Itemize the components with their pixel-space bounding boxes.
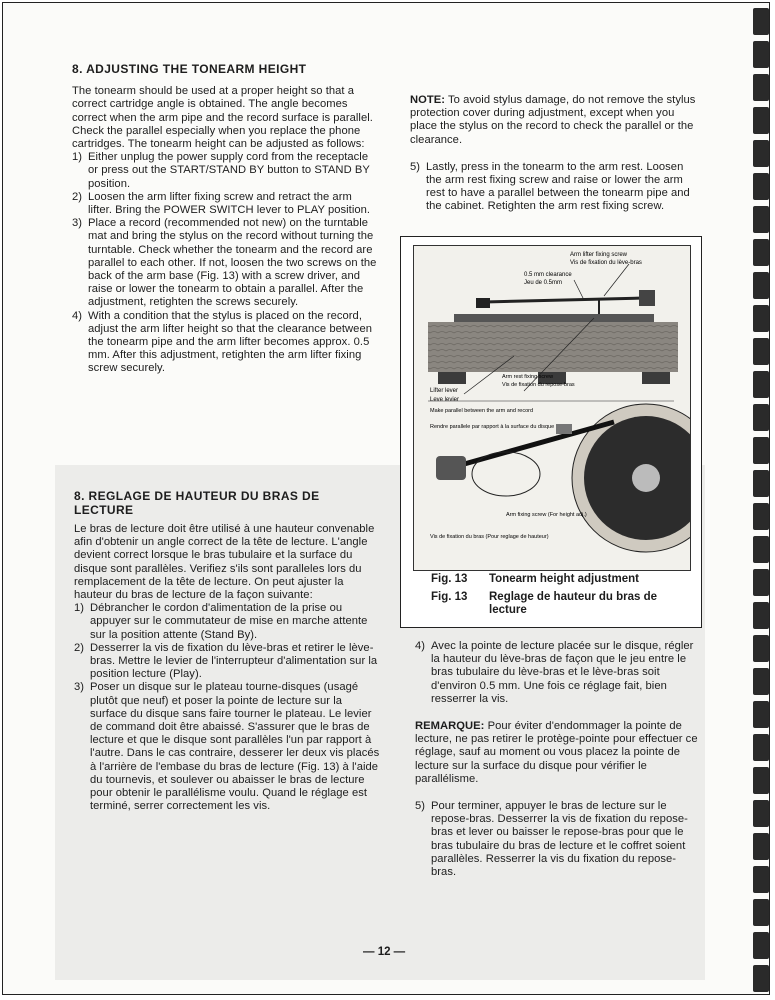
english-step-1 bbox=[72, 151, 378, 191]
french-step-4-list bbox=[415, 640, 699, 706]
french-intro: Le bras de lecture doit être utilisé à une hauteur convenable afin d'obtenir un angle correct de la tête de lecture. L'angle devient correct lorsque le bras tubulaire et la surface du disque sont parallèles. Verifiez s'ils sont paralleles lors du remplacement de la tête de lecture. On peut ajuster la hauteur du bras de lecture de la façon suivante: bbox=[74, 523, 375, 602]
step-number: 2) bbox=[74, 641, 85, 654]
binding-ring bbox=[753, 866, 769, 893]
arm-screw-label-fr: Vis de fixation du bras (Pour reglage de hauteur) bbox=[430, 534, 549, 540]
binding-ring bbox=[753, 602, 769, 629]
binding-ring bbox=[753, 932, 769, 959]
french-step-3 bbox=[74, 681, 382, 813]
step-number: 5) bbox=[415, 800, 426, 813]
french-right-column bbox=[415, 640, 699, 879]
french-step-2 bbox=[74, 642, 382, 682]
arm-screw-label: Arm fixing screw (For height adj.) bbox=[506, 512, 587, 518]
arm-rest-screw-label: Arm rest fixing screw bbox=[502, 374, 554, 380]
binding-ring bbox=[753, 668, 769, 695]
caption-label: Fig. 13 bbox=[431, 591, 468, 603]
binding-ring bbox=[753, 734, 769, 761]
arm-rest-screw-label-fr: Vis de fixation du repose-bras bbox=[502, 382, 575, 388]
caption-label: Fig. 13 bbox=[431, 573, 468, 585]
make-parallel-label-fr: Rendre parallele par rapport à la surface du disque bbox=[430, 424, 555, 430]
step-text: Desserrer la vis de fixation du lève-bras et retirer le lève-bras. Mettre le levier de l'interrupteur d'alimentation sur la position lecture (Play). bbox=[90, 641, 378, 681]
english-intro: The tonearm should be used at a proper height so that a correct cartridge angle is obtained. The angle becomes correct when the arm pipe and the record surface is parallel. Check the parallel especially when you replace the phone cartridges. The tonearm height can be adjusted as follows: bbox=[72, 85, 373, 151]
step-number: 3) bbox=[74, 681, 85, 694]
binding-ring bbox=[753, 74, 769, 101]
step-text: Either unplug the power supply cord from the receptacle or press out the START/STAND BY button to STAND BY position. bbox=[88, 151, 370, 190]
arm-lifter-top-view bbox=[556, 424, 572, 434]
remark-text: Pour éviter d'endommager la pointe de lecture, ne pas retirer le protège-pointe pour effectuer ce réglage, sauf au moment ou vous placez la pointe de lecture sur la surface du disque pour vérifier le parallélisme. bbox=[415, 720, 698, 785]
binding-ring bbox=[753, 899, 769, 926]
step-text: Loosen the arm lifter fixing screw and retract the arm lifter. Bring the POWER SWITCH lever to PLAY position. bbox=[88, 190, 371, 217]
binding-ring bbox=[753, 503, 769, 530]
binding-ring bbox=[753, 338, 769, 365]
binding-ring bbox=[753, 140, 769, 167]
make-parallel-label: Make parallel between the arm and record bbox=[430, 408, 534, 414]
binding-ring bbox=[753, 371, 769, 398]
step-text: Lastly, press in the tonearm to the arm rest. Loosen the arm rest fixing screw and raise or lower the arm rest to have a parallel between the tonearm pipe and the cabinet. Retighten the arm rest fixing screw. bbox=[426, 160, 690, 213]
step-text: Poser un disque sur le plateau tourne-disques (usagé plutôt que neuf) et poser la pointe de lecture sur la surface du disque sans faire tourner le plateau. Le levier de command doit être abaissé. S'assurer que le bras de lecture et que le disque sont parallèles l'un par rapport à l'autre. Dans le cas contraire, desserer ler deux vis placés à l'arrière de l'embase du bras de lecture (Fig. 13) à l'aide du tournevis, et soulever ou abaisser le bras de lecture pour obtenir le parallélisme voulu. Quand le réglage est terminé, serrer correctement les vis. bbox=[90, 681, 380, 813]
clearance-label: 0.5 mm clearance bbox=[524, 272, 572, 278]
step-text: Débrancher le cordon d'alimentation de la prise ou appuyer sur le commutateur de mise en marche attente sur la position attente (Stand By). bbox=[90, 602, 368, 641]
french-left-column bbox=[74, 489, 382, 813]
step-number: 3) bbox=[72, 217, 83, 230]
binding-ring bbox=[753, 206, 769, 233]
lifter-lever-label-fr: Leve levier bbox=[430, 397, 460, 403]
step-text: Pour terminer, appuyer le bras de lecture sur le repose-bras. Desserrer la vis de fixation du repose-bras et lever ou baisser le repose-bras pour que le bras tubulaire du bras de lecture et le coffret soient parallèles. Resserrer la vis du fixation du repose-bras. bbox=[431, 800, 688, 879]
tonearm-illustration bbox=[413, 245, 691, 571]
note-text: To avoid stylus damage, do not remove the stylus protection cover during adjustment, except when you place the stylus on the record to check the parallel or the clearance. bbox=[410, 94, 696, 146]
arm-base bbox=[639, 290, 655, 306]
english-step-5-list bbox=[410, 161, 696, 214]
french-step-5 bbox=[415, 800, 699, 879]
step-number: 1) bbox=[72, 151, 83, 164]
binding-ring bbox=[753, 800, 769, 827]
step-number: 1) bbox=[74, 602, 85, 615]
french-heading: 8. REGLAGE DE HAUTEUR DU BRAS DE LECTURE bbox=[74, 489, 320, 517]
binding-ring bbox=[753, 635, 769, 662]
step-text: Place a record (recommended not new) on the turntable mat and bring the stylus on the record without turning the turntable. Check whether the tonearm and the record are parallel to each other. If not, loosen the two screws on the back of the arm base (Fig. 13) with a screw driver, and raise or lower the tonearm to obtain a parallel. After the adjustment, retighten the screws securely. bbox=[88, 217, 377, 309]
step-number: 4) bbox=[72, 309, 83, 322]
french-step-4 bbox=[415, 640, 699, 706]
binding-ring bbox=[753, 272, 769, 299]
english-steps bbox=[72, 151, 378, 375]
english-left-column bbox=[72, 63, 378, 376]
step-number: 2) bbox=[72, 190, 83, 203]
binding-ring bbox=[753, 701, 769, 728]
spiral-binding bbox=[753, 8, 771, 998]
step-text: Avec la pointe de lecture placée sur le disque, régler la hauteur du lève-bras de façon que le jeu entre le bras tubulaire du lève-bras et le lève-bras soit d'environ 0.5 mm. Une fois ce réglage fait, bien resserrer la vis. bbox=[431, 640, 694, 705]
binding-ring bbox=[753, 107, 769, 134]
step-text: With a condition that the stylus is placed on the record, adjust the arm lifter height so that the clearance between the tonearm pipe and the arm lifter becomes approx. 0.5 mm. After this adjustment, retighten the arm lifter fixing screw securely. bbox=[88, 309, 372, 375]
french-remark bbox=[415, 720, 699, 786]
caption-text: Tonearm height adjustment bbox=[489, 573, 639, 585]
binding-ring bbox=[753, 41, 769, 68]
binding-ring bbox=[753, 833, 769, 860]
figure-caption-en bbox=[431, 573, 669, 586]
arm-lifter-screw-label: Arm lifter fixing screw bbox=[570, 252, 628, 258]
binding-ring bbox=[753, 767, 769, 794]
foot bbox=[642, 372, 670, 384]
remark-label: REMARQUE: bbox=[415, 720, 485, 733]
english-right-column bbox=[410, 58, 696, 214]
clearance-label-fr: Jeu de 0.5mm bbox=[524, 280, 563, 286]
binding-ring bbox=[753, 965, 769, 992]
lifter-lever-label: Lifter lever bbox=[430, 388, 459, 394]
foot bbox=[438, 372, 466, 384]
english-step-5 bbox=[410, 161, 696, 214]
english-step-3 bbox=[72, 217, 378, 309]
step-number: 5) bbox=[410, 160, 421, 173]
figure-caption-fr bbox=[431, 591, 669, 617]
binding-ring bbox=[753, 239, 769, 266]
counterweight bbox=[436, 456, 466, 480]
note-label: NOTE: bbox=[410, 94, 446, 106]
binding-ring bbox=[753, 536, 769, 563]
headshell bbox=[476, 298, 490, 308]
binding-ring bbox=[753, 8, 769, 35]
french-step-1 bbox=[74, 602, 382, 642]
binding-ring bbox=[753, 305, 769, 332]
binding-ring bbox=[753, 437, 769, 464]
english-heading: 8. ADJUSTING THE TONEARM HEIGHT bbox=[72, 62, 307, 76]
binding-ring bbox=[753, 569, 769, 596]
english-step-2 bbox=[72, 191, 378, 217]
platter bbox=[454, 314, 654, 322]
figure-13 bbox=[400, 236, 702, 628]
step-number: 4) bbox=[415, 640, 426, 652]
english-step-4 bbox=[72, 310, 378, 376]
page-number: — 12 — bbox=[363, 946, 406, 958]
arm-lifter-screw-label-fr: Vis de fixation du lève-bras bbox=[570, 260, 642, 266]
binding-ring bbox=[753, 470, 769, 497]
binding-ring bbox=[753, 173, 769, 200]
binding-ring bbox=[753, 404, 769, 431]
french-steps bbox=[74, 602, 382, 813]
caption-text: Reglage de hauteur du bras de lecture bbox=[489, 591, 658, 616]
french-step-5-list bbox=[415, 800, 699, 879]
english-note bbox=[410, 94, 696, 147]
